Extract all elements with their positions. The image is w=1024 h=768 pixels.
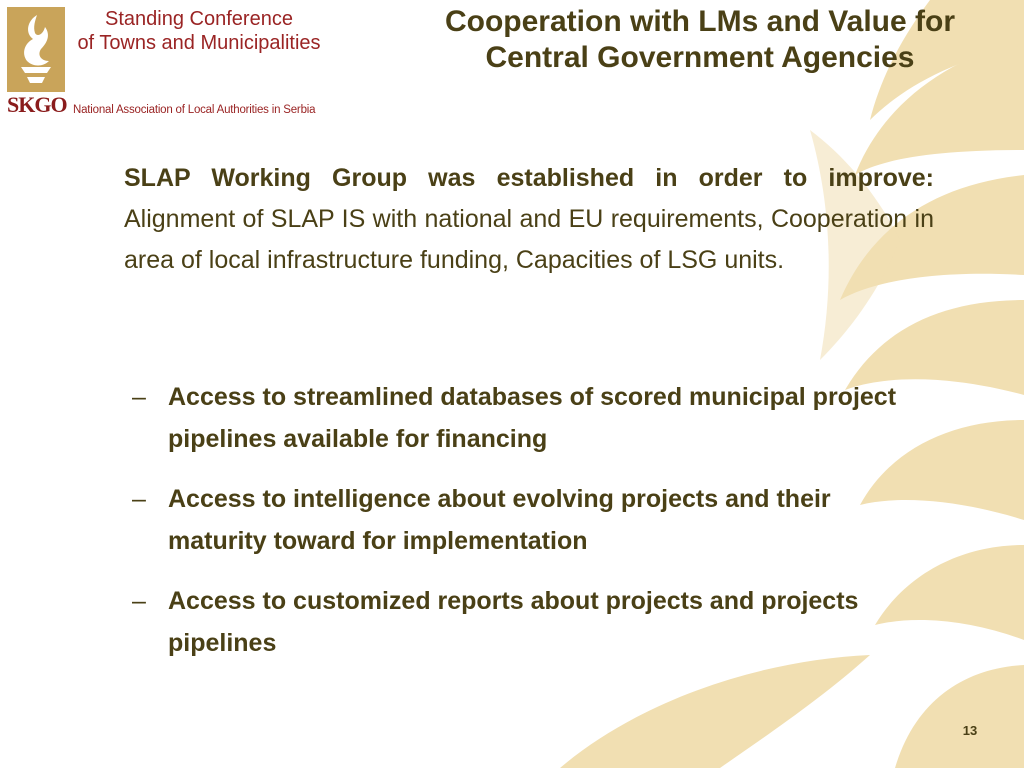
list-item-text: Access to intelligence about evolving projects and their maturity toward for implementation bbox=[168, 485, 831, 555]
organization-subtitle: National Association of Local Authorities in Serbia bbox=[73, 104, 316, 116]
intro-bold-text: SLAP Working Group was established in order to improve: bbox=[124, 164, 934, 192]
dash-marker: – bbox=[132, 383, 146, 411]
list-item bbox=[132, 580, 932, 664]
skgo-emblem-icon bbox=[7, 7, 65, 92]
skgo-acronym: SKGO bbox=[7, 92, 67, 117]
organization-name bbox=[69, 7, 329, 55]
list-item-text: Access to streamlined databases of scored municipal project pipelines available for financing bbox=[168, 383, 897, 453]
list-item bbox=[132, 478, 932, 562]
slide-title-line1: Cooperation with LMs and Value for bbox=[444, 5, 956, 38]
dash-marker: – bbox=[132, 587, 146, 615]
dash-marker: – bbox=[132, 485, 146, 513]
intro-regular-text: Alignment of SLAP IS with national and EU requirements, Cooperation in area of local infrastructure funding, Capacities of LSG units. bbox=[124, 205, 934, 274]
intro-paragraph bbox=[124, 158, 934, 281]
list-item bbox=[132, 376, 932, 460]
benefits-list bbox=[132, 376, 932, 682]
slide-title-line2: Central Government Agencies bbox=[485, 41, 915, 74]
slide-title bbox=[400, 4, 1000, 76]
organization-name-line2: of Towns and Municipalities bbox=[77, 32, 321, 54]
list-item-text: Access to customized reports about projects and projects pipelines bbox=[168, 587, 859, 657]
organization-name-line1: Standing Conference bbox=[105, 8, 293, 30]
page-number: 13 bbox=[962, 723, 978, 738]
organization-logo bbox=[5, 5, 327, 118]
